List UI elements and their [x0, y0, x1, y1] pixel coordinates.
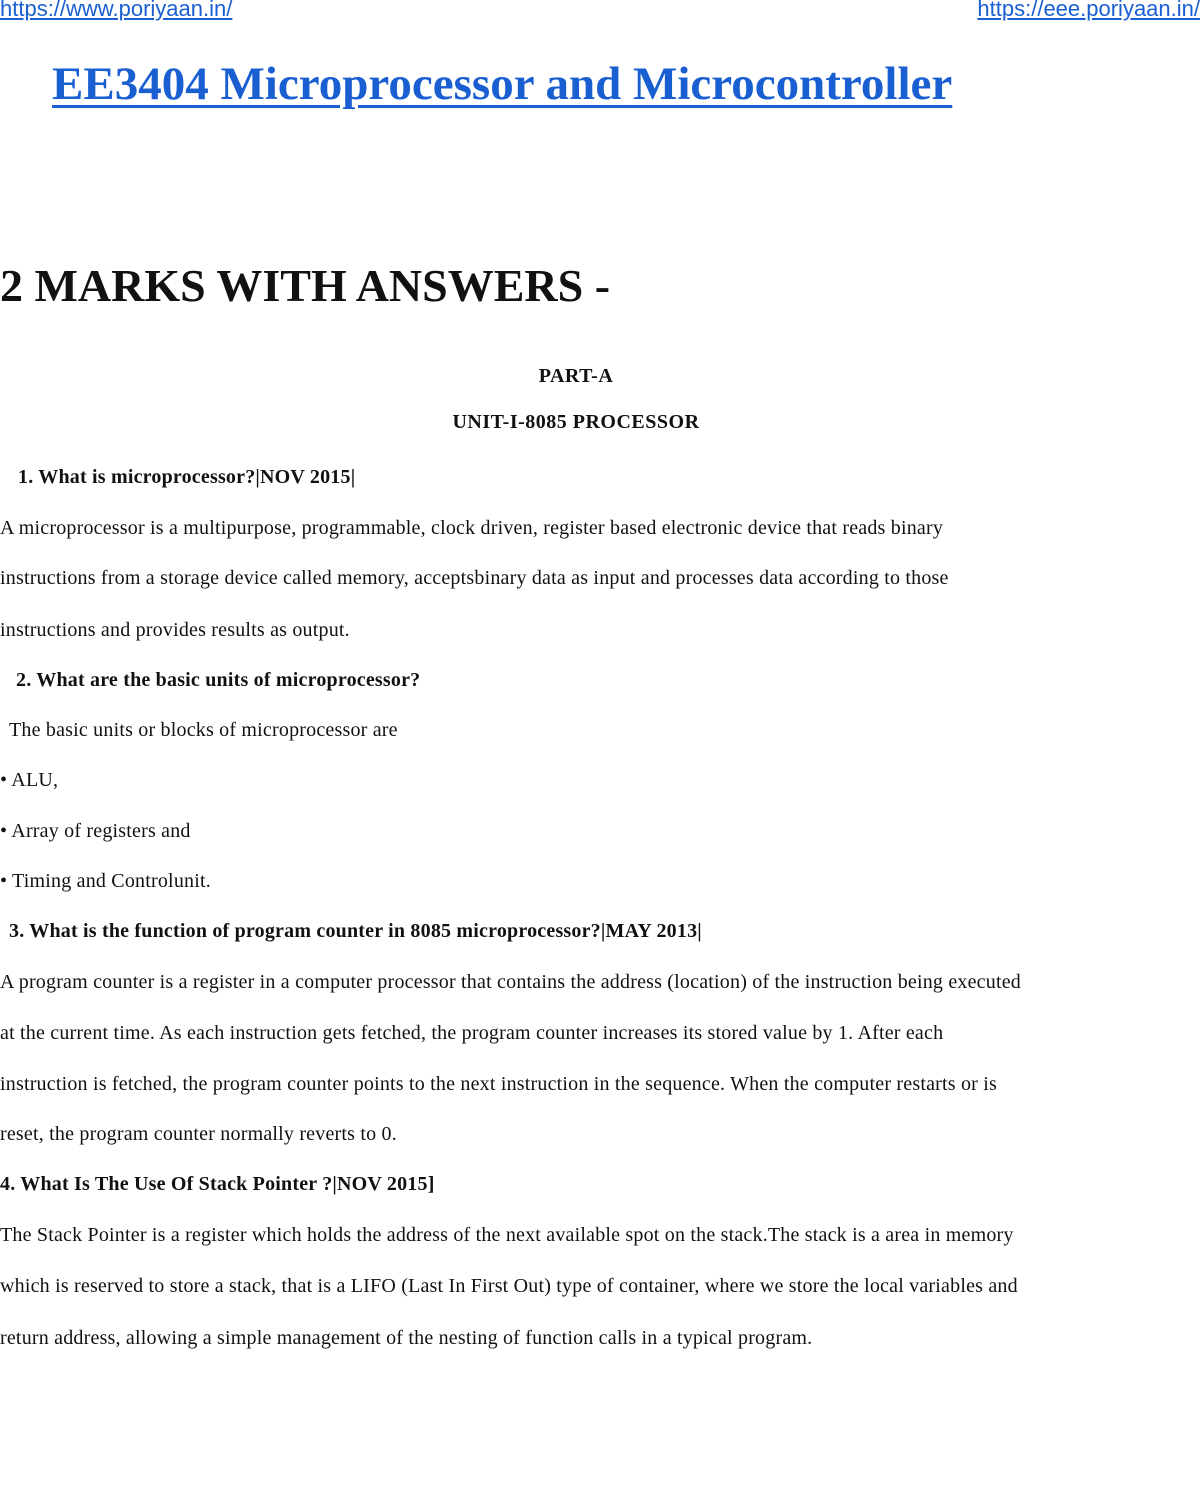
answer-4-line-1: The Stack Pointer is a register which holds the address of the next available spot on the stack.The stack is a area in memory: [0, 1224, 1014, 1246]
question-2: 2. What are the basic units of microprocessor?: [16, 669, 421, 691]
answer-1-line-3: instructions and provides results as output.: [0, 619, 350, 641]
question-1: 1. What is microprocessor?|NOV 2015|: [18, 466, 356, 488]
answer-4-line-3: return address, allowing a simple management of the nesting of function calls in a typical program.: [0, 1327, 813, 1349]
answer-3-line-1: A program counter is a register in a computer processor that contains the address (location) of the instruction being executed: [0, 971, 1021, 993]
answer-1-line-2: instructions from a storage device called memory, acceptsbinary data as input and processes data according to those: [0, 567, 949, 589]
section-heading: 2 MARKS WITH ANSWERS -: [0, 260, 611, 311]
answer-3-line-2: at the current time. As each instruction gets fetched, the program counter increases its stored value by 1. After each: [0, 1022, 944, 1044]
unit-label: UNIT-I-8085 PROCESSOR: [452, 411, 700, 433]
answer-2-bullet-timing: • Timing and Controlunit.: [0, 870, 211, 892]
answer-4-line-2: which is reserved to store a stack, that is a LIFO (Last In First Out) type of container, where we store the local variables and: [0, 1275, 1018, 1297]
answer-3-line-3: instruction is fetched, the program counter points to the next instruction in the sequence. When the computer restarts or is: [0, 1073, 997, 1095]
document-title-link[interactable]: EE3404 Microprocessor and Microcontroller: [52, 58, 953, 110]
poriyaan-home-link[interactable]: https://www.poriyaan.in/: [0, 0, 233, 21]
answer-1-line-1: A microprocessor is a multipurpose, programmable, clock driven, register based electronic device that reads binary: [0, 517, 944, 539]
answer-3-line-4: reset, the program counter normally reverts to 0.: [0, 1123, 397, 1145]
question-4: 4. What Is The Use Of Stack Pointer ?|NOV 2015]: [0, 1173, 435, 1195]
question-3: 3. What is the function of program counter in 8085 microprocessor?|MAY 2013|: [9, 920, 702, 942]
part-label: PART-A: [538, 365, 614, 387]
poriyaan-eee-link[interactable]: https://eee.poriyaan.in/: [977, 0, 1200, 21]
answer-2-bullet-registers: • Array of registers and: [0, 820, 191, 842]
answer-2-bullet-alu: • ALU,: [0, 769, 59, 791]
answer-2-intro: The basic units or blocks of microprocessor are: [9, 719, 398, 741]
